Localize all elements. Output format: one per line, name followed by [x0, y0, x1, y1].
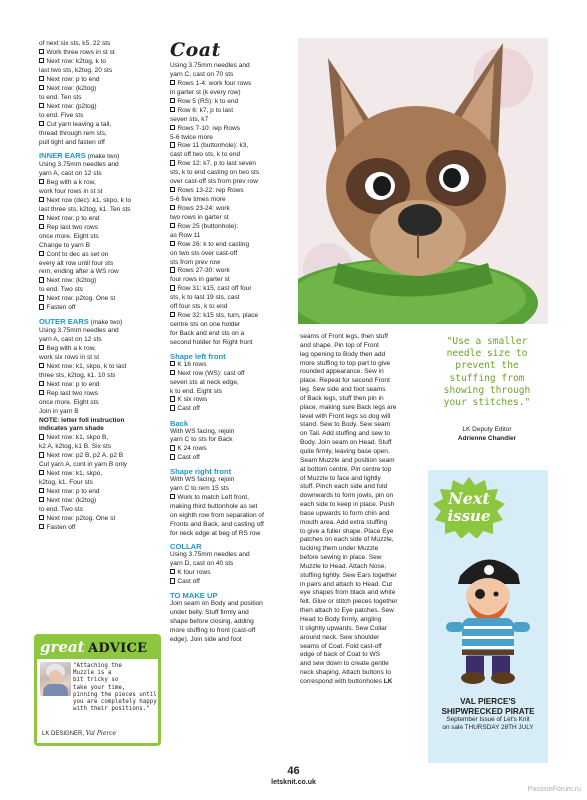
pattern-line: four rows in garter st	[170, 276, 230, 284]
pattern-line: each side to keep in place. Push	[300, 501, 395, 509]
shaping-steps	[39, 40, 159, 147]
checkbox[interactable]	[39, 381, 44, 386]
pattern-step: Row 32: k15 sts, turn, place	[170, 312, 292, 321]
checkbox[interactable]	[39, 497, 44, 502]
pattern-line: Fronts and Back, and casting off	[170, 520, 264, 528]
pattern-line: last two sts, k2tog. 20 sts	[39, 66, 113, 74]
pattern-line: three sts, k2tog, k1. 10 sts	[39, 371, 116, 379]
pattern-line: under belly. Stuff firmly and	[170, 609, 249, 617]
pattern-line: 5-6 twice more	[170, 133, 213, 141]
checkbox[interactable]	[39, 224, 44, 229]
editor-name: Adrienne Chandler	[457, 434, 517, 442]
pattern-step: Rows 13-22: rep Rows	[170, 187, 292, 196]
pattern-step: Next row (dec): k1, skpo, k to	[39, 197, 159, 206]
checkbox[interactable]	[170, 445, 175, 450]
pattern-line: more stuffing to front (cast-off	[170, 626, 256, 634]
pattern-line: yarn C to sts for Back	[170, 436, 233, 444]
coat-heading: Coat	[170, 39, 221, 61]
watermark: PassionForum.ru	[527, 786, 581, 793]
pattern-step: Next row (WS): cast off	[170, 370, 292, 379]
checkbox[interactable]	[170, 494, 175, 499]
pattern-line: for neck edge at beg of RS row	[170, 529, 261, 537]
dog-illustration	[298, 38, 548, 324]
inner-ears-steps	[39, 161, 159, 313]
checkbox[interactable]	[39, 488, 44, 493]
pattern-line: k2tog, k1. Four sts	[39, 479, 93, 487]
checkbox[interactable]	[170, 223, 175, 228]
pattern-line: around neck. Sew shoulder	[300, 633, 380, 641]
pattern-line: seven sts at neck edge,	[170, 378, 239, 386]
pattern-step: Row 26: k to end casting	[170, 241, 292, 250]
to-make-up-text	[170, 600, 292, 644]
pattern-step: Row 31: k15, cast off four	[170, 285, 292, 294]
pattern-line: two rows in garter st	[170, 213, 229, 221]
pattern-line: seven sts, k7	[170, 115, 209, 123]
knitted-dog-photo	[298, 38, 548, 324]
pattern-line: yarn C to rem 15 sts	[170, 485, 229, 493]
end-mark: LK	[383, 677, 393, 685]
pattern-line: base upwards to form chin and	[300, 509, 390, 517]
checkbox[interactable]	[39, 345, 44, 350]
pattern-line: to end. Two sts	[39, 286, 83, 294]
pattern-line: neck shaping. Attach buttons to	[300, 669, 391, 677]
back-heading: Back	[170, 418, 189, 428]
pattern-line: correspond with buttonholes LK	[300, 677, 393, 685]
coat-steps	[170, 62, 292, 348]
pull-quote: "Use a smaller needle size to prevent the stuffing from showing through your stitches."	[443, 336, 531, 409]
pattern-line: yarn A, cast on 12 sts	[39, 170, 102, 178]
advice-panel	[37, 659, 158, 743]
pattern-line: once more. Eight sts	[39, 398, 99, 406]
pattern-step: Next row: k1, skpo,	[39, 470, 159, 479]
pattern-line: Join seam on Body and position	[170, 600, 263, 608]
pattern-step: Rows 1-4: work four rows	[170, 80, 292, 89]
checkbox[interactable]	[170, 285, 175, 290]
pattern-line: Change to yarn B	[39, 241, 90, 249]
pattern-step: Cast off	[170, 454, 292, 463]
checkbox[interactable]	[39, 390, 44, 395]
pattern-line: Cut yarn A, cont in yarn B only	[39, 461, 128, 469]
knitted-pirate-photo	[438, 546, 538, 686]
checkbox[interactable]	[39, 277, 44, 282]
pattern-step: Row 6: k7, p to last	[170, 107, 292, 116]
next-issue-desc-1: September Issue of Let's Knit	[446, 716, 530, 723]
pattern-step: Next row: k1, skpo, k to last	[39, 363, 159, 372]
checkbox[interactable]	[170, 361, 175, 366]
pattern-line: Using 3.75mm needles and	[170, 62, 250, 69]
checkbox[interactable]	[170, 142, 175, 147]
pattern-step: K four rows	[170, 569, 292, 578]
pattern-line: and sew down to create gentle	[300, 660, 389, 668]
pattern-line: rounded appearance. Sew in	[300, 368, 384, 376]
pattern-line: more stuffing to top part to give	[300, 359, 391, 367]
issue-label: issue	[447, 507, 491, 525]
pattern-line: edge of back of Coat to WS	[300, 651, 381, 659]
checkbox[interactable]	[39, 524, 44, 529]
pull-quote-credit	[428, 426, 546, 443]
pattern-line: Using 3.75mm needles and	[39, 327, 119, 335]
pattern-line: mouth area. Add extra stuffing	[300, 518, 388, 526]
column-3	[300, 333, 416, 687]
pattern-line: Muzzle to Head. Attach Nose,	[300, 562, 387, 570]
pattern-line: for Back and end sts on a	[170, 329, 245, 337]
pattern-line: making third buttonhole as set	[170, 503, 258, 511]
next-issue-caption	[428, 697, 548, 732]
pattern-step: Cont to dec as set on	[39, 251, 159, 260]
pattern-step: Work three rows in st st	[39, 49, 159, 58]
inner-ears-heading: INNER EARS (make two)	[39, 151, 120, 161]
pattern-step: Fasten off	[39, 524, 159, 533]
pattern-step: Next row: p2tog. One st	[39, 295, 159, 304]
advice-label: ADVICE	[88, 641, 148, 656]
pattern-line: leg opening to Body then add	[300, 350, 386, 358]
checkbox[interactable]	[39, 304, 44, 309]
checkbox[interactable]	[39, 215, 44, 220]
pattern-line: over cast-off sts from prev row	[170, 178, 258, 186]
pattern-line: stuffing lightly. Sew Ears together	[300, 571, 397, 579]
pattern-line: work four rows in st st	[39, 188, 103, 196]
pattern-step: Rows 27-30: work	[170, 267, 292, 276]
pattern-line: on eighth row from separation of	[170, 511, 264, 519]
checkbox[interactable]	[39, 58, 44, 63]
column-1	[39, 40, 159, 533]
to-make-up-heading: TO MAKE UP	[170, 591, 218, 601]
pattern-line: and shape. Pin top of Front	[300, 341, 379, 349]
checkbox[interactable]	[170, 405, 175, 410]
checkbox[interactable]	[170, 396, 175, 401]
checkbox[interactable]	[170, 370, 175, 375]
pattern-line: once more. Eight sts	[39, 232, 99, 240]
pattern-line: level with Front legs so dog will	[300, 412, 391, 420]
shape-left-front-heading: Shape left front	[170, 351, 226, 361]
pattern-step: Next row: (k2tog)	[39, 497, 159, 506]
pattern-line: Using 3.75mm needles and	[39, 161, 119, 169]
pattern-line: place. Repeat for second Front	[300, 377, 390, 385]
editor-role: LK Deputy Editor	[462, 426, 512, 433]
pattern-step: Row 11 (buttonhole): k3,	[170, 142, 292, 151]
pattern-line: off four sts, k to end	[170, 303, 228, 311]
pattern-line: leg. Sew side and foot seams	[300, 386, 386, 394]
pattern-line: work six rows in st st	[39, 354, 100, 362]
checkbox[interactable]	[170, 187, 175, 192]
site-url[interactable]: letsknit.co.uk	[271, 779, 316, 786]
pattern-step: Rep last two rows	[39, 224, 159, 233]
next-label: Next	[448, 489, 490, 508]
pattern-line: pull tight and fasten off	[39, 138, 105, 146]
pattern-line: edge). Join side and foot	[170, 635, 242, 643]
pattern-step: Cast off	[170, 578, 292, 587]
checkbox[interactable]	[39, 470, 44, 475]
pattern-step: Next row: p to end	[39, 215, 159, 224]
next-issue-desc-2: on sale THURSDAY 28TH JULY	[442, 724, 534, 731]
collar-steps	[170, 551, 292, 587]
pattern-line: Seam Muzzle and position seam	[300, 456, 395, 464]
pattern-step: K six rows	[170, 396, 292, 405]
checkbox[interactable]	[39, 76, 44, 81]
pattern-line: sts, k to end casting on two sts	[170, 169, 260, 177]
pattern-line: of next six sts, k5. 22 sts	[39, 40, 111, 47]
pattern-line: Join in yarn B	[39, 407, 79, 415]
checkbox[interactable]	[39, 251, 44, 256]
pattern-line: k2 A, k2tog, k1 B. Six sts	[39, 443, 112, 451]
pattern-line: seams of Front legs, then stuff	[300, 333, 388, 340]
checkbox[interactable]	[39, 452, 44, 457]
note-line: NOTE: letter foll instruction	[39, 416, 125, 424]
pattern-line: of Back legs, stuff then pin in	[300, 394, 384, 402]
checkbox[interactable]	[170, 241, 175, 246]
pattern-step: Fasten off	[39, 304, 159, 313]
checkbox[interactable]	[39, 295, 44, 300]
note-line: indicates yarn shade	[39, 425, 104, 433]
pattern-step: Next row: p to end	[39, 76, 159, 85]
checkbox[interactable]	[170, 205, 175, 210]
pattern-line: patches on each side of Muzzle,	[300, 536, 394, 544]
pattern-line: tucking them under Muzzle	[300, 545, 379, 553]
pattern-line: last three sts, k2tog, k1. Ten sts	[39, 205, 131, 213]
pattern-line: then attach to Eye patches. Sew	[300, 607, 394, 615]
column-2	[170, 40, 292, 644]
shape-right-front-steps	[170, 476, 292, 538]
pattern-line: shape before closing, adding	[170, 617, 254, 625]
pattern-line: on Tail. Add stuffing and sew to	[300, 430, 391, 438]
pattern-line: stuff. Pinch each side and fold	[300, 483, 388, 491]
shape-right-front-heading: Shape right front	[170, 467, 232, 477]
pattern-step: K 16 rows	[170, 361, 292, 370]
pattern-line: on two sts over cast-off	[170, 249, 238, 257]
pattern-step: Next row: p2 B, p2 A, p2 B	[39, 452, 159, 461]
pattern-line: yarn A, cast on 12 sts	[39, 336, 102, 344]
pattern-line: quite firmly, leaving base open.	[300, 447, 390, 455]
outer-ears-steps	[39, 327, 159, 533]
checkbox[interactable]	[170, 578, 175, 583]
pattern-step: Row 5 (RS): k to end	[170, 98, 292, 107]
checkbox[interactable]	[39, 103, 44, 108]
pattern-line: to give a fuller shape. Place Eye	[300, 527, 394, 535]
pattern-step: Next row: p to end	[39, 381, 159, 390]
pattern-line: 5-6 five times more	[170, 196, 226, 204]
pattern-step: Next row: k1, skpo B,	[39, 434, 159, 443]
pattern-line: to end. Ten sts	[39, 93, 82, 101]
checkbox[interactable]	[39, 49, 44, 54]
pattern-line: yarn C, cast on 70 sts	[170, 70, 234, 78]
pattern-step: Cast off	[170, 405, 292, 414]
pattern-line: stand. Sew to Body. Sew seam	[300, 421, 391, 429]
checkbox[interactable]	[170, 98, 175, 103]
pattern-step: Next row: p2tog. One st	[39, 515, 159, 524]
checkbox[interactable]	[39, 85, 44, 90]
pattern-step: Next row: p to end	[39, 488, 159, 497]
pattern-step: Row 12: k7, p to last seven	[170, 160, 292, 169]
next-issue-title-2: SHIPWRECKED PIRATE	[441, 706, 535, 716]
pattern-line: every alt row until four sts	[39, 259, 114, 267]
checkbox[interactable]	[39, 434, 44, 439]
make-up-continued	[300, 333, 416, 687]
pattern-step: Rep last two rows	[39, 390, 159, 399]
pattern-step: Next row: k2tog, k to	[39, 58, 159, 67]
next-issue-panel[interactable]	[428, 470, 548, 763]
collar-heading: COLLAR	[170, 542, 202, 552]
pattern-line: With WS facing, rejoin	[170, 427, 235, 435]
pattern-line: downwards to form jowls, pin on	[300, 492, 394, 500]
pattern-step: Cut yarn leaving a tail,	[39, 121, 159, 130]
pattern-line: rem, ending after a WS row	[39, 268, 119, 276]
pattern-step: Next row: (k2tog)	[39, 277, 159, 286]
pattern-line: With WS facing, rejoin	[170, 476, 235, 484]
checkbox[interactable]	[170, 125, 175, 130]
pattern-line: before sewing in place. Sew	[300, 554, 382, 562]
checkbox[interactable]	[170, 107, 175, 112]
pattern-line: Using 3.75mm needles and	[170, 551, 250, 559]
pattern-step: Rows 23-24: work	[170, 205, 292, 214]
pattern-line: Body. Join seam on Head. Stuff	[300, 439, 392, 447]
checkbox[interactable]	[170, 160, 175, 165]
checkbox[interactable]	[170, 569, 175, 574]
pattern-line: sts from prev row	[170, 258, 221, 266]
pattern-step: Beg with a k row,	[39, 345, 159, 354]
pattern-line: as Row 11	[170, 231, 201, 239]
pattern-line: sts, k to last 19 sts, cast	[170, 294, 240, 302]
pattern-line: to end. Two sts	[39, 506, 83, 514]
designer-photo	[40, 662, 71, 696]
pattern-line: yarn D, cast on 40 sts	[170, 560, 234, 568]
pattern-line: felt. Glue or stitch pieces together	[300, 598, 398, 606]
pattern-line: second holder for Right front	[170, 338, 253, 346]
pattern-step: K 24 rows	[170, 445, 292, 454]
pattern-line: of Muzzle to face and lightly	[300, 474, 381, 482]
pattern-line: in pairs and attach to Head. Cut	[300, 580, 393, 588]
pattern-line: to end. Five sts	[39, 111, 84, 119]
checkbox[interactable]	[170, 454, 175, 459]
great-label: great	[40, 638, 85, 656]
checkbox[interactable]	[39, 121, 44, 126]
page-number: 46	[287, 765, 300, 777]
pattern-line: k to end. Eight sts	[170, 387, 223, 395]
pattern-step: Next row: (p2tog)	[39, 103, 159, 112]
pattern-line: seams of Coat. Fold cast-off	[300, 642, 382, 650]
designer-credit: LK DESIGNER, Val Pierce	[42, 730, 117, 737]
pattern-step: Work to match Left front,	[170, 494, 292, 503]
back-steps	[170, 428, 292, 464]
pattern-line: cast off two sts, k to end	[170, 151, 241, 159]
checkbox[interactable]	[170, 80, 175, 85]
pattern-line: it slightly upwards. Sew Collar	[300, 624, 387, 632]
checkbox[interactable]	[39, 515, 44, 520]
checkbox[interactable]	[39, 179, 44, 184]
pattern-line: Head to Body firmly, angling	[300, 616, 382, 623]
checkbox[interactable]	[170, 267, 175, 272]
pattern-line: at bottom centre. Pin centre top	[300, 465, 392, 473]
checkbox[interactable]	[170, 312, 175, 317]
checkbox[interactable]	[39, 363, 44, 368]
checkbox[interactable]	[39, 197, 44, 202]
pattern-step: Next row: (k2tog)	[39, 85, 159, 94]
outer-ears-heading: OUTER EARS (make two)	[39, 317, 123, 327]
great-advice-box	[34, 634, 161, 746]
shape-left-front-steps	[170, 361, 292, 415]
pattern-line: thread through rem sts,	[39, 129, 107, 137]
pattern-line: eye shapes from black and white	[300, 589, 396, 597]
next-issue-title-1: VAL PIERCE'S	[460, 697, 516, 706]
advice-quote: "Attaching the Muzzle is a bit tricky so take your time, pinning the pieces until you are completely happy with their positions."	[73, 663, 157, 713]
pattern-line: place, making sure Back legs are	[300, 403, 397, 411]
pattern-line: centre sts on one holder	[170, 321, 241, 329]
next-issue-starburst	[432, 476, 506, 538]
pattern-line: in garter st (k every row)	[170, 88, 241, 96]
pattern-step: Beg with a k row,	[39, 179, 159, 188]
pattern-step: Rows 7-10: rep Rows	[170, 125, 292, 134]
pattern-step: Row 25 (buttonhole):	[170, 223, 292, 232]
